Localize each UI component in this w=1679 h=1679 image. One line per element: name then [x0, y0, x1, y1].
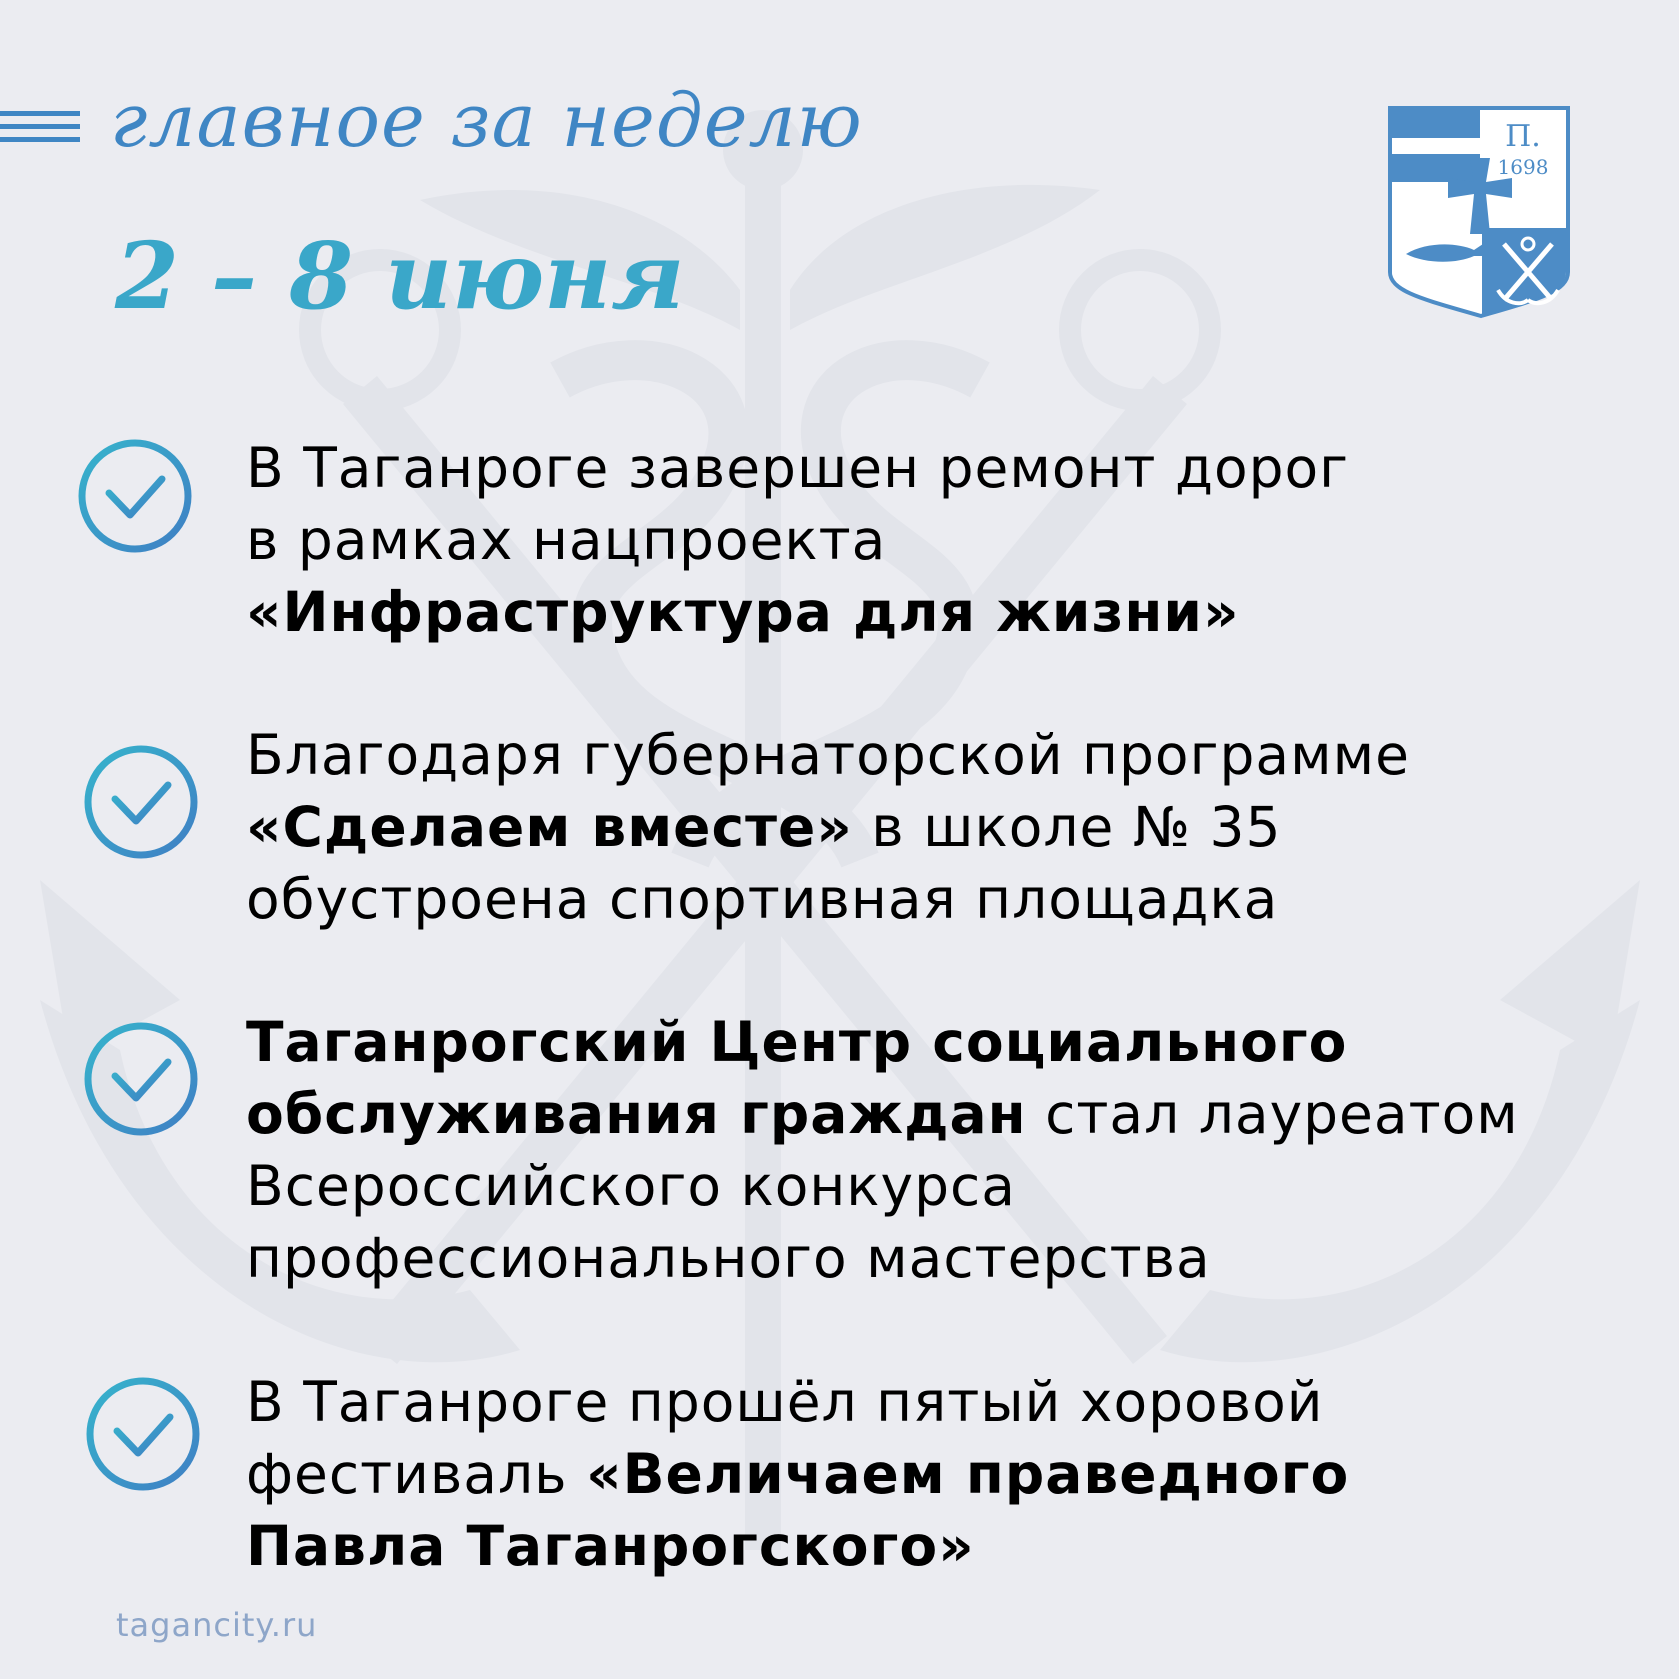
news-text: В Таганроге прошёл пятый хоровой фестиваль «Величаем праведного Павла Таганрогского»: [246, 1370, 1350, 1578]
check-circle-icon: [84, 1375, 202, 1493]
check-circle-icon: [82, 743, 200, 861]
svg-text:П.: П.: [1505, 119, 1541, 154]
menu-lines-icon: [0, 111, 80, 151]
svg-text:1698: 1698: [1497, 155, 1549, 179]
news-text: В Таганроге завершен ремонт дорог в рамках нацпроекта «Инфраструктура для жизни»: [246, 436, 1350, 644]
news-text: Таганрогский Центр социального обслуживания граждан стал лауреатом Всероссийского конкурса профессионального мастерства: [246, 1010, 1519, 1290]
city-crest-logo: [1386, 104, 1572, 320]
page-kicker: главное за неделю: [110, 78, 863, 164]
footer-site-link[interactable]: tagancity.ru: [116, 1606, 318, 1644]
news-text: Благодаря губернаторской программе «Сделаем вместе» в школе № 35 обустроена спортивная площадка: [246, 723, 1410, 931]
date-range: 2 – 8 июня: [115, 222, 685, 330]
check-circle-icon: [76, 437, 194, 555]
check-circle-icon: [82, 1020, 200, 1138]
